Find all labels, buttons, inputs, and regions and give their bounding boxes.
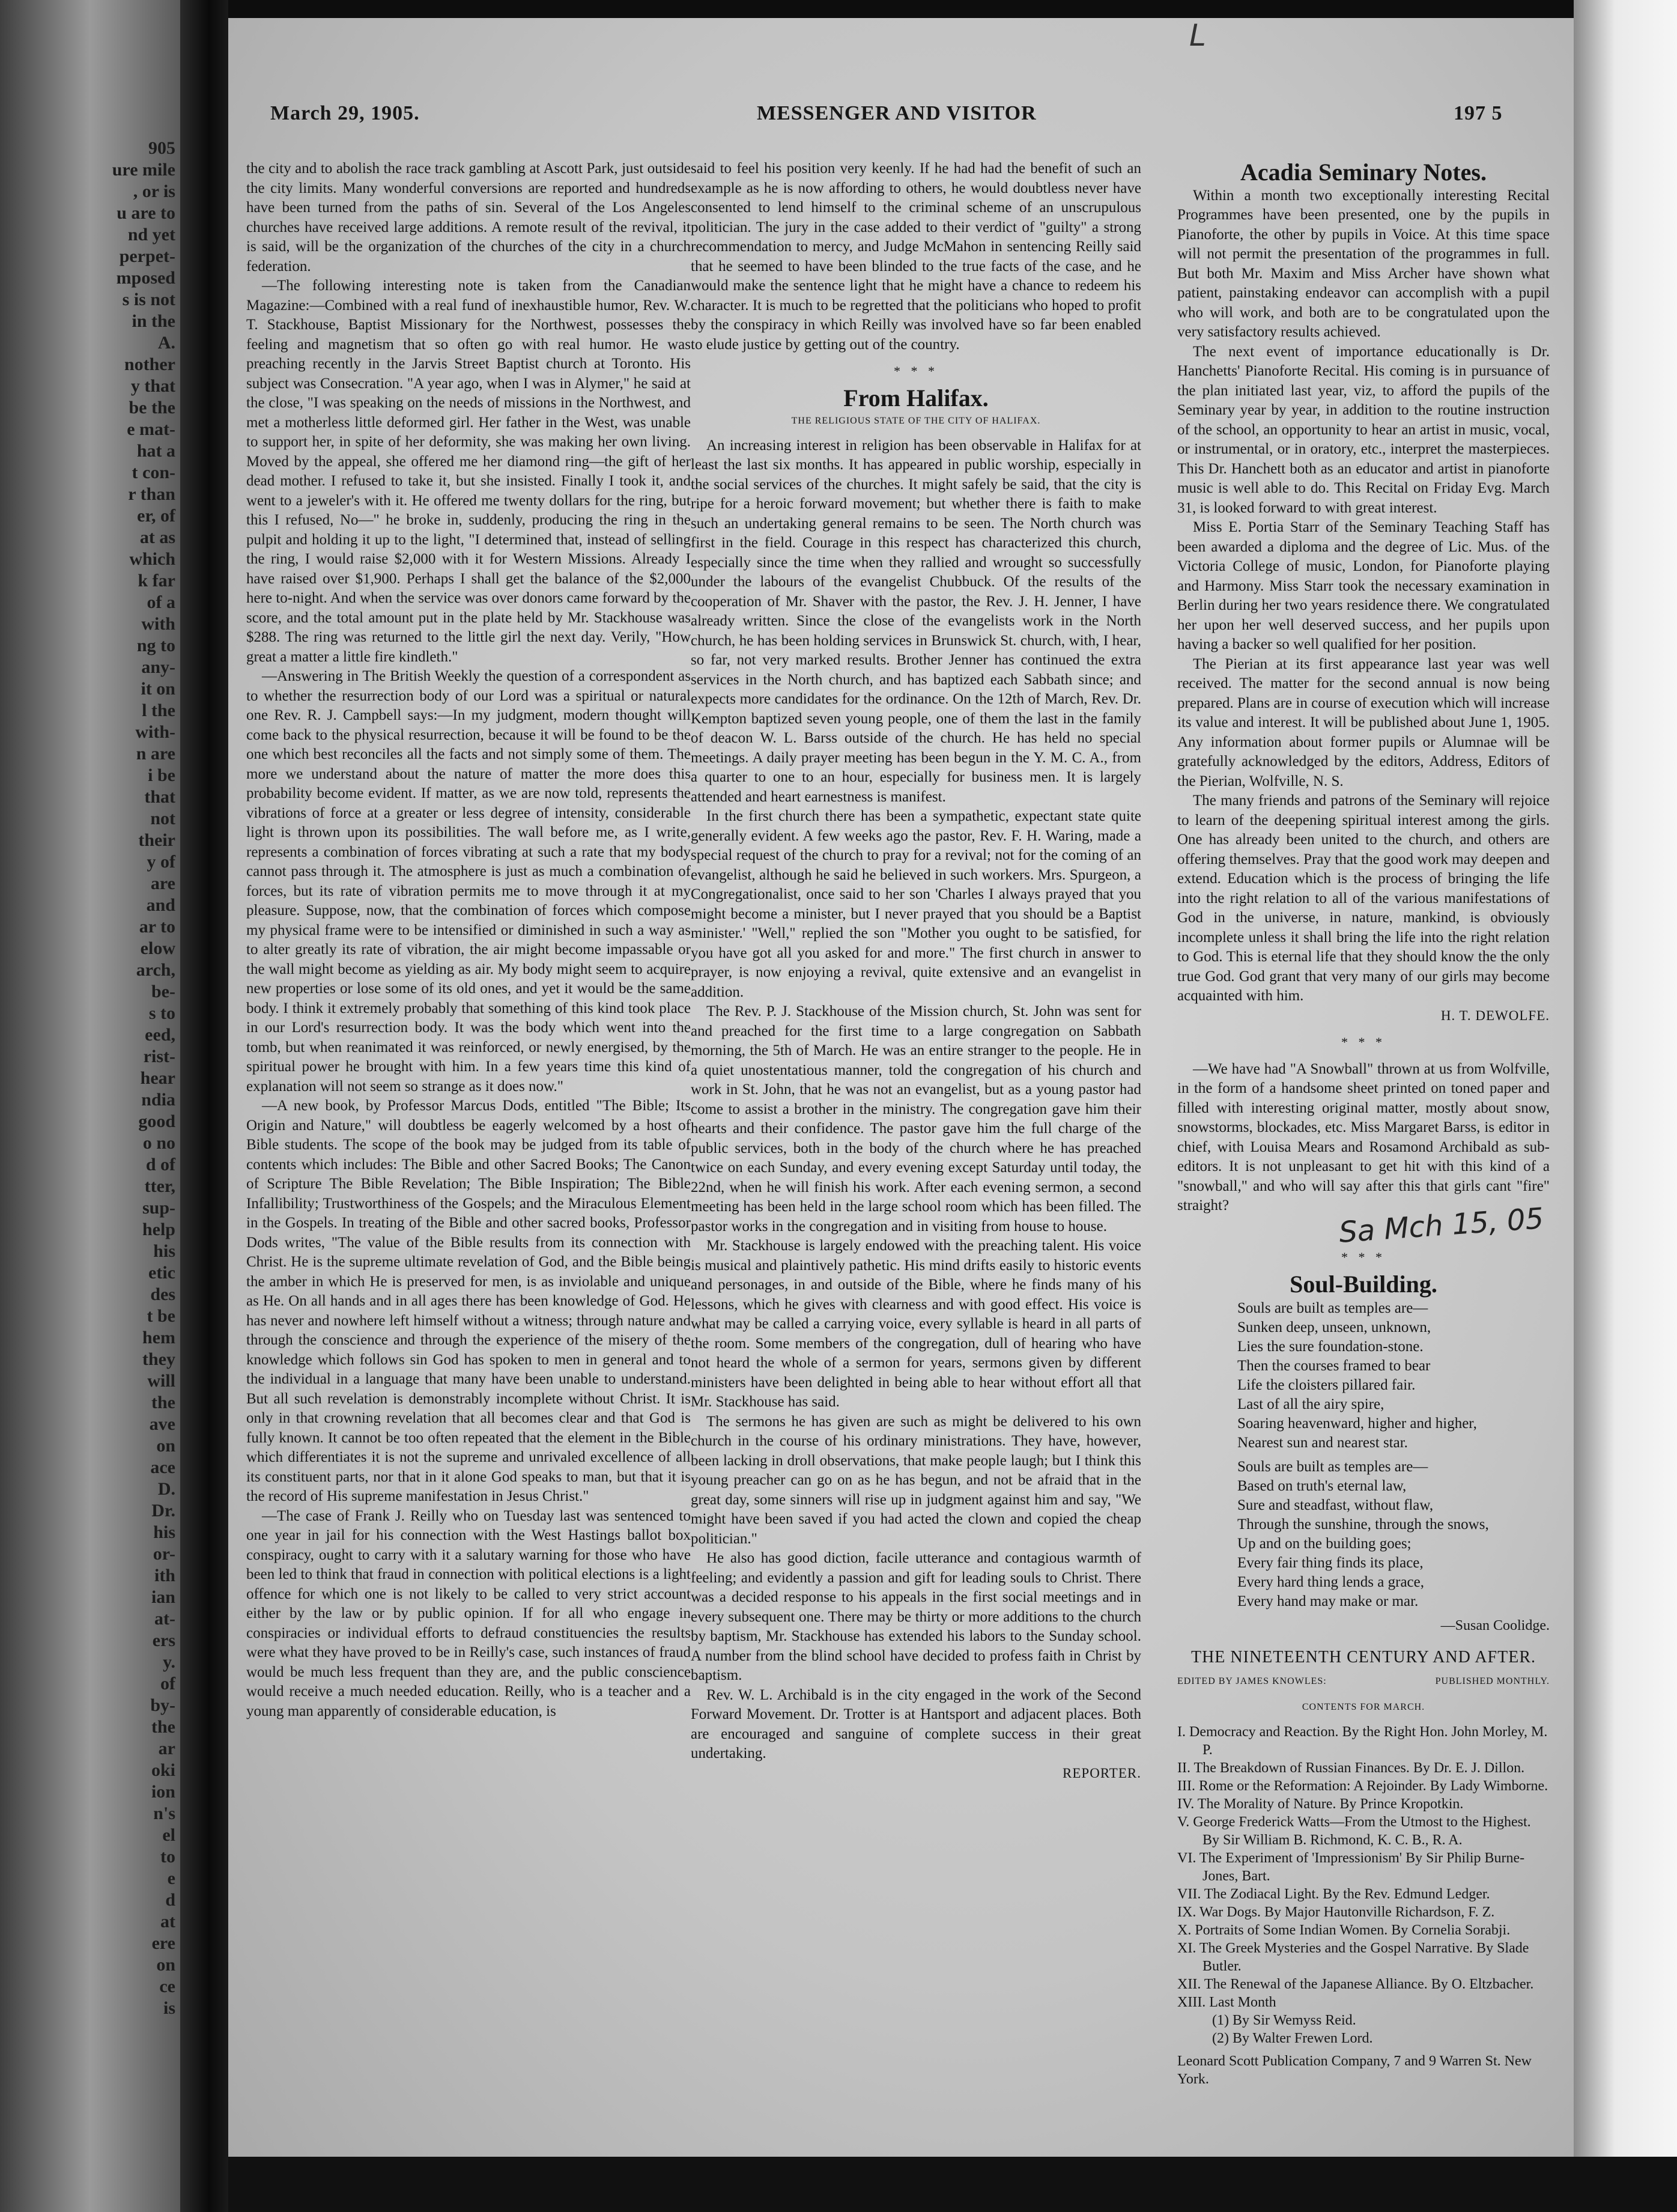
contents-item: (1) By Sir Wemyss Reid. <box>1212 2013 1356 2028</box>
article-paragraph: The Rev. P. J. Stackhouse of the Mission church, St. John was sent for and preached for the first time to a large congregation on Sabbath morning, the 5th of March. He was an entire stranger to the people. He in a quiet unostentatious manner, told the congregation of his church and work in St. John, that he was not an evangelist, but as a young pastor had come to assist a brother in the ministry. The congregation gave him their hearts and their confidence. The pastor gave him the full charge of the public services, both in the body of the church where he has preached twice on each Sunday, and every evening except Saturday until today, the 22nd, when he will finish his work. After each evening sermon, a second meeting has been held in the large school room which has been filled. The pastor works in the congregation and in visiting from house to house. <box>691 1003 1141 1235</box>
article-signature: REPORTER. <box>1063 1765 1141 1781</box>
contents-heading: CONTENTS FOR MARCH. <box>1302 1701 1425 1712</box>
poem-line: Up and on the building goes; <box>1237 1536 1412 1552</box>
previous-page-text: n's <box>153 1803 175 1823</box>
article-paragraph: —We have had "A Snowball" thrown at us from Wolfville, in the form of a handsome sheet printed on toned paper and filled with interesting original matter, mostly about snow, snowstorms, blockades, etc. Miss Margaret Barss, is editor in chief, with Louisa Mears and Rosamond Archibald as sub-editors. It is not unpleasant to get hit with this kind of a "snowball," and who will say after this that girls cant "fire" straight? <box>1177 1060 1550 1214</box>
previous-page-text: d of <box>145 1155 175 1174</box>
previous-page-text: ace <box>150 1457 175 1477</box>
previous-page-text: at- <box>154 1609 175 1629</box>
previous-page-text: the <box>151 1393 175 1412</box>
previous-page-text: s to <box>148 1003 175 1023</box>
publisher-line: Leonard Scott Publication Company, 7 and 9 Warren St. New York. <box>1177 2053 1532 2087</box>
contents-item: XII. The Renewal of the Japanese Alliance. By O. Eltzbacher. <box>1177 1977 1534 1992</box>
section-separator: * * * <box>894 363 938 378</box>
page-edge-shadow <box>1574 0 1677 2212</box>
previous-page-text: elow <box>140 938 175 958</box>
book-gutter <box>180 0 228 2212</box>
previous-page-text: sup- <box>142 1198 175 1218</box>
previous-page-text: which <box>129 549 175 569</box>
section-title-from-halifax: From Halifax. <box>843 384 989 412</box>
previous-page-text: des <box>150 1284 175 1304</box>
poem-line: Based on truth's eternal law, <box>1237 1478 1407 1494</box>
previous-page-text: ar <box>158 1739 175 1758</box>
previous-page-text: y that <box>130 376 175 396</box>
previous-page-text: nother <box>124 354 175 374</box>
article-paragraph: He also has good diction, facile utterance and contagious warmth of feeling; and evidently a passion and gift for leading souls to Christ. There was a decided response to his appeals in the first social meetings and in every subsequent one. There may be thirty or more additions to the church by baptism, Mr. Stackhouse has extended his labors to the Sunday school. A number from the blind school have decided to profess faith in Christ by baptism. <box>691 1550 1141 1683</box>
previous-page-text: D. <box>157 1479 175 1499</box>
article-paragraph: The Pierian at its first appearance last year was well received. The matter for the second annual is now being prepared. Plans are in course of execution which will increase its value and interest. It will be published about June 1, 1905. Any information about former pupils or Alumnae will be gratefully acknowledged by the editors, Address, Editors of the Pierian, Wolfville, N. S. <box>1177 655 1550 789</box>
previous-page-text: o no <box>142 1133 175 1153</box>
previous-page-text: not <box>150 809 175 828</box>
previous-page-text: el <box>162 1825 175 1845</box>
poem-line: Life the cloisters pillared fair. <box>1237 1377 1416 1393</box>
previous-page-text: ion <box>151 1782 175 1802</box>
article-paragraph: —The following interesting note is taken from the Canadian Magazine:—Combined with a real fund of inexhaustible humor, Rev. W. T. Stackhouse, Baptist Missionary for the Northwest, possesses the feeling and magnetism that so often go with real humor. He was preaching recently in the Jarvis Street Baptist church at Toronto. His subject was Consecration. "A year ago, when I was in Alymer," he said at the close, "I was speaking on the needs of missions in the Northwest, and met a motherless little deformed girl. Her father in the West, was unable to support her, in spite of her deformity, she was making her own living. Moved by the appeal, she offered me her diamond ring—the gift of her dead mother. I refused to take it, but she insisted. Finally I took it, and went to a jeweler's with it. He offered me twenty dollars for the ring, but this I refused, No—" he broke in, suddenly, producing the ring in the pulpit and holding it up to the light, "I determined that, instead of selling the ring, I would raise $2,000 with it for Western Missions. Already I have raised over $1,900. Perhaps I shall get the balance of the $2,000 here to-night. And when the service was over donors came forward by the score, and the total amount put in the plate held by Mr. Stackhouse was $288. The ring was returned to the little girl the next day. Verily, "How great a matter a little fire kindleth." <box>246 278 691 665</box>
previous-page-text: it on <box>141 679 175 699</box>
article-paragraph: —Answering in The British Weekly the question of a correspondent as to whether the resurrection body of our Lord was a spiritual or natural one Rev. R. J. Campbell says:—In my judgment, modern thought will come back to the physical resurrection, because it will be found to be the one which best reconciles all the facts and not simply some of them. The more we understand about the nature of matter the more does this probability become evident. If matter, as we are now told, represents the vibrations of force at a greater or less degree of intensity, considerable light is thrown upon its possibilities. The wall before me, as I write, represents a combination of forces vibrating at such a rate that my body cannot pass through it. The atmosphere is just as much a combination of forces, but its rate of vibration permits me to move through it at my pleasure. Suppose, now, that the combination of forces which compose my physical frame were to be intensified or diminished in such a way as to alter greatly its rate of vibration, the air might become impassable or the wall might become as yielding as air. My body might seem to acquire new properties or lose some of its old ones, and yet it would be the same body. I think it extremely probably that something of this kind took place in our Lord's resurrection body. It was the body which went into the tomb, but when reanimated it was reinforced, or newly energised, by the spiritual power he brought with him. In a few years time this kind of explanation will not seem so strange as it does now." <box>246 668 691 1095</box>
article-paragraph: The next event of importance educationally is Dr. Hanchetts' Pianoforte Recital. His coming is in pursuance of the plan initiated last year, viz, to afford the pupils of the Seminary year by year, in addition to the routine instruction of the school, an opportunity to hear an artist in music, vocal, or instrumental, or in oratory, etc., interpret the masterpieces. This Dr. Hanchett both as an educator and artist in pianoforte music is well able to do. This Recital on Friday Evg. March 31, is looked forward to with great interest. <box>1177 343 1550 516</box>
previous-page-text: t con- <box>132 463 175 482</box>
previous-page-text: u are to <box>117 203 175 223</box>
previous-page-text: his <box>153 1241 175 1261</box>
poem-line: Soaring heavenward, higher and higher, <box>1237 1415 1477 1432</box>
poem-line: Every hard thing lends a grace, <box>1237 1574 1424 1590</box>
article-paragraph: The many friends and patrons of the Seminary will rejoice to learn of the deepening spiritual interest among the girls. One has already been united to the church, and others are offering themselves. Pray that the good work may deepen and extend. Education which is the process of bringing the life into the right relation to all of the various manifestations of God in the universe, in nature, mankind, is obviously incomplete unless it shall bring the life into the right relation to God. This is eternal life that they should know the the only true God. God grant that very many of our girls may become acquainted with him. <box>1177 792 1550 1004</box>
previous-page-text: they <box>142 1349 175 1369</box>
previous-page-text: A. <box>157 333 175 353</box>
previous-page-text: e mat- <box>127 419 175 439</box>
article-paragraph: —The case of Frank J. Reilly who on Tuesday last was sentenced to one year in jail for his connection with the West Hastings ballot box conspiracy, ought to carry with it a salutary warning for those who have been led to think that fraud in connection with political elections is a light offence for which one is not likely to be called to very strict account either by the law or by public opinion. If for all who engage in conspiracies or individual efforts to defraud constituencies the results were what they have proved to be in Reilly's case, such instances of fraud would be much less frequent than they are, and the public conscience would receive a much needed education. Reilly, who is a teacher and a young man apparently of considerable education, is <box>246 1507 691 1719</box>
section-separator: * * * <box>1341 1035 1386 1050</box>
contents-item: V. George Frederick Watts—From the Utmost to the Highest. By Sir William B. Richmond, K. C. B., R. A. <box>1177 1814 1531 1848</box>
contents-item: II. The Breakdown of Russian Finances. By Dr. E. J. Dillon. <box>1177 1760 1525 1776</box>
previous-page-text: be the <box>129 398 175 418</box>
previous-page-text: is <box>163 1998 175 2018</box>
previous-page-text: the <box>151 1717 175 1737</box>
contents-item: XI. The Greek Mysteries and the Gospel Narrative. By Slade Butler. <box>1177 1940 1529 1974</box>
previous-page-text: mposed <box>116 268 175 288</box>
previous-page-text: ian <box>151 1587 175 1607</box>
poem-stanza <box>1177 1457 1550 1611</box>
contents-item: XIII. Last Month <box>1177 1995 1276 2010</box>
contents-item: VI. The Experiment of 'Impressionism' By Sir Philip Burne-Jones, Bart. <box>1177 1850 1525 1884</box>
bottom-shadow <box>228 2157 1677 2212</box>
previous-page-text: y of <box>147 852 175 872</box>
previous-page-text: nd yet <box>127 225 175 245</box>
previous-page-text: r than <box>128 484 175 504</box>
previous-page-text: e <box>167 1868 175 1888</box>
previous-page-text: i be <box>148 765 175 785</box>
previous-page-text: ndia <box>141 1090 175 1110</box>
magazine-editor: EDITED BY JAMES KNOWLES: <box>1177 1676 1327 1686</box>
handwritten-annotation-wrap <box>1177 1201 1550 1250</box>
article-paragraph: Within a month two exceptionally interesting Recital Programmes have been presented, one by the pupils in Pianoforte, the other by pupils in Voice. At this time space will not permit the presentation of the programmes in full. But both Mr. Maxim and Miss Archer have shown what patient, painstaking endeavor can accomplish with a pupil who will work, and both are to be congratulated upon the very satisfactory results achieved. <box>1177 187 1550 340</box>
poem-line: Souls are built as temples are— <box>1237 1459 1428 1475</box>
previous-page-text: of <box>160 1674 175 1694</box>
poem-line: Sure and steadfast, without flaw, <box>1237 1497 1434 1513</box>
poem-line: Last of all the airy spire, <box>1237 1396 1384 1412</box>
previous-page-text: tter, <box>144 1176 175 1196</box>
article-paragraph: The sermons he has given are such as might be delivered to his own church in the course of his ordinary ministrations. They have, however, been lacking in droll observations, that make people laugh; but I think this young preacher can go on as he has begun, and not be afraid that in the great day, some sinners will rise up in judgment against him and say, "We might have been saved if you had acted the clown and copied the cheap politician." <box>691 1413 1141 1547</box>
contents-item: I. Democracy and Reaction. By the Right Hon. John Morley, M. P. <box>1177 1724 1548 1758</box>
previous-page-text: hear <box>140 1068 175 1088</box>
poem-line: Souls are built as temples are— <box>1237 1300 1428 1316</box>
poem-stanza <box>1177 1299 1550 1453</box>
previous-page-text: to <box>160 1847 175 1867</box>
header-paper-name: MESSENGER AND VISITOR <box>757 102 1037 124</box>
previous-page-text: at <box>160 1912 175 1931</box>
header-page-number: 197 5 <box>1454 102 1503 124</box>
previous-page-text: ith <box>154 1566 175 1585</box>
previous-page-text: er, of <box>137 506 175 526</box>
previous-page-text: on <box>156 1955 175 1975</box>
previous-page-text: l the <box>142 700 175 720</box>
article-paragraph: Mr. Stackhouse is largely endowed with the preaching talent. His voice is musical and plaintively pathetic. His mind drifts easily to historic events and personages, in and outside of the Bible, where he finds many of his lessons, which he gives with clearness and with good effect. His voice is what may be called a carrying voice, every syllable is heard in all parts of the room. Some members of the congregation, dull of hearing who have not heard the whole of a sermon for years, sermons given by different ministers have been delighted in being able to hear without effort all that Mr. Stackhouse has said. <box>691 1238 1141 1410</box>
contents-item: X. Portraits of Some Indian Women. By Cornelia Sorabji. <box>1177 1922 1511 1938</box>
previous-page-text: their <box>138 830 175 850</box>
previous-page-text: are <box>150 874 175 893</box>
contents-item: VII. The Zodiacal Light. By the Rev. Edmund Ledger. <box>1177 1886 1490 1902</box>
previous-page-text: ar to <box>139 917 175 937</box>
previous-page-text: 905 <box>148 138 175 158</box>
contents-item: (2) By Walter Frewen Lord. <box>1212 2031 1373 2046</box>
previous-page-text: y. <box>163 1652 175 1672</box>
previous-page-text: be- <box>151 982 175 1001</box>
poem-author: —Susan Coolidge. <box>1440 1618 1550 1633</box>
previous-page-text: at as <box>139 527 175 547</box>
previous-page-text: will <box>147 1371 175 1391</box>
previous-page-text: of a <box>147 592 175 612</box>
poem-line: Every fair thing finds its place, <box>1237 1555 1424 1571</box>
section-title-acadia-seminary: Acadia Seminary Notes. <box>1240 159 1487 186</box>
previous-page-text: ce <box>159 1977 175 1996</box>
poem-line: Through the sunshine, through the snows, <box>1237 1516 1489 1533</box>
contents-list <box>1177 1723 1550 2047</box>
poem-line: Lies the sure foundation-stone. <box>1237 1338 1424 1355</box>
section-subtitle: THE RELIGIOUS STATE OF THE CITY OF HALIFAX. <box>791 416 1041 426</box>
previous-page-text: with- <box>135 722 175 742</box>
magazine-frequency: PUBLISHED MONTHLY. <box>1435 1676 1550 1686</box>
previous-page-text: ers <box>152 1630 175 1650</box>
magazine-title: THE NINETEENTH CENTURY AND AFTER. <box>1190 1647 1536 1667</box>
poem-line: Nearest sun and nearest star. <box>1237 1435 1408 1451</box>
previous-page-text: in the <box>132 311 175 331</box>
article-paragraph: An increasing interest in religion has been observable in Halifax for at least the last six months. It has appeared in public worship, especially in the social services of the churches. It might safely be said, that the city is ripe for a heroic forward movement; but whether there is faith to make such an undertaking general remains to be seen. The North church was first in the field. Courage in this respect has characterized this church, especially since the time when they rallied and wrought so successfully under the labours of the evangelist Chubbuck. Of the results of the cooperation of Mr. Shaver with the pastor, the Rev. J. H. Jenner, I have already written. Since the close of the evangelists work in the North church, he has been holding services in Brunswick St. church, with, I hear, so far, not very marked results. Brother Jenner has continued the extra services in the North church, and has baptized each Sabbath since; and expects more candidates for the ordinance. On the 12th of March, Rev. Dr. Kempton baptized seven young people, one of them the last in the family of deacon W. L. Barss outside of the church. He has held no special meetings. A daily prayer meeting has been begun in the Y. M. C. A., from a quarter to one to an hour, especially for business men. It is largely attended and heart earnestness is manifest. <box>691 437 1141 805</box>
previous-page-text: that <box>144 787 175 807</box>
article-paragraph: said to feel his position very keenly. If he had had the benefit of such an example as he is now affording to others, he would doubtless never have consented to lend himself to the criminal scheme of an unscrupulous politician. The jury in the case added to their verdict of "guilty" a strong recommendation to mercy, and Judge McMahon in sentencing Reilly said that he seemed to have been blinded to the true facts of the case, and he would make the sentence light that he might have a chance to redeem his character. It is much to be regretted that the politicians who hoped to profit by the conspiracy in which Reilly was involved have so far been enabled to elude justice by getting out of the country. <box>691 160 1141 353</box>
previous-page-text: with <box>141 614 175 634</box>
previous-page-text: ere <box>151 1933 175 1953</box>
previous-page-text: and <box>146 895 175 915</box>
article-paragraph: —A new book, by Professor Marcus Dods, entitled "The Bible; Its Origin and Nature," will doubtless be eagerly welcomed by a host of Bible students. The scope of the book may be judged from its table of contents which includes: The Bible and other Sacred Books; The Canon of Scripture The Bible Revelation; The Bible Inspiration; The Bible Infallibility; Trustworthiness of the Gospels; and the Miraculous Element in the Gospels. In treating of the Bible and other sacred books, Professor Dods writes, "The value of the Bible results from its connection with Christ. He is the supreme ultimate revelation of God, and the Bible being the amber in which He is preserved for men, is as inviolable and unique as He. On all hands and in all ages there has been knowledge of God. He has never and nowhere left himself without a witness; through nature and through the conscience and through the experience of the misery of the knowledge which follows sin God has spoken to men in general and to the individual in a language that many have been unable to understand. But all such revelation is demonstrably incomplete without Christ. It is only in that crowning revelation that all becomes clear and that God is fully known. It cannot be too often repeated that the element in the Bible which differentiates it is not the supreme and unrivaled excellence of all its constituent parts, nor that in it alone God speaks to man, but that it is the record of His supreme manifestation in Jesus Christ." <box>246 1098 691 1504</box>
previous-page-text: k far <box>138 571 175 591</box>
previous-page-text: perpet- <box>119 246 175 266</box>
previous-page-text: ng to <box>136 636 175 655</box>
article-paragraph: the city and to abolish the race track gambling at Ascott Park, just outside the city limits. Many wonderful conversions are reported and hundreds have been turned from the paths of sin. Several of the Los Angeles churches have received large additions. A remote result of the revival, it is said, will be the organization of the churches of the city in a church federation. <box>246 160 691 275</box>
contents-item: III. Rome or the Reformation: A Rejoinder. By Lady Wimborne. <box>1177 1778 1548 1794</box>
previous-page-fragment <box>0 0 180 2212</box>
poem-line: Then the courses framed to bear <box>1237 1358 1431 1374</box>
newspaper-page <box>228 18 1574 2157</box>
magazine-credit-line <box>1177 1672 1550 1692</box>
contents-item: IX. War Dogs. By Major Hautonville Richardson, F. Z. <box>1177 1904 1495 1920</box>
handwritten-mark: L <box>1189 18 1206 53</box>
previous-page-text: hem <box>142 1328 175 1348</box>
contents-item: IV. The Morality of Nature. By Prince Kropotkin. <box>1177 1796 1464 1812</box>
poem-title: Soul-Building. <box>1290 1270 1437 1298</box>
article-signature: H. T. DEWOLFE. <box>1440 1007 1550 1023</box>
previous-page-text: any- <box>141 657 175 677</box>
previous-page-text: eed, <box>145 1025 175 1045</box>
section-separator: * * * <box>1341 1250 1386 1265</box>
article-paragraph: Miss E. Portia Starr of the Seminary Teaching Staff has been awarded a diploma and the degree of Lic. Mus. of the Victoria College of music, London, for Pianoforte playing and Harmony. Miss Starr took the necessary examination in Berlin during her two years residence there. We congratulated her upon her well deserved success, and her pupils upon having a backer so well qualified for her position. <box>1177 519 1550 652</box>
previous-page-text: d <box>165 1890 175 1910</box>
previous-page-text: arch, <box>136 960 175 980</box>
previous-page-text: etic <box>148 1263 175 1283</box>
page-header <box>228 102 1574 138</box>
previous-page-text: or- <box>153 1544 175 1564</box>
previous-page-text: by- <box>150 1695 175 1715</box>
column-2 <box>691 159 1141 1783</box>
poem-line: Sunken deep, unseen, unknown, <box>1237 1319 1431 1335</box>
previous-page-text: hat a <box>136 441 175 461</box>
column-1 <box>246 159 691 1721</box>
previous-page-text: t be <box>147 1306 175 1326</box>
header-date: March 29, 1905. <box>270 102 420 124</box>
handwritten-date: Sa Mch 15, 05 <box>1338 1201 1545 1250</box>
article-paragraph: In the first church there has been a sympathetic, expectant state quite generally evident. A few weeks ago the pastor, Rev. F. H. Waring, made a special request of the church to pray for a revival; not for the coming of an evangelist, although he said he believed in such workers. Mrs. Spurgeon, a Congregationalist, once said to her son 'Charles I always prayed that you might become a minister, but I never prayed that you should be a Baptist minister.' "Well," replied the son "Mother you ought to be satisfied, for you have got all you asked for and more." The first church in answer to prayer, is now enjoying a revival, quite extensive and an evangelist in addition. <box>691 808 1141 1000</box>
previous-page-text: Dr. <box>151 1501 175 1521</box>
previous-page-text: , or is <box>133 181 175 201</box>
previous-page-text: his <box>153 1522 175 1542</box>
previous-page-text: good <box>138 1111 175 1131</box>
previous-page-text: ave <box>149 1414 175 1434</box>
column-3 <box>1177 159 1550 2088</box>
previous-page-text: oki <box>151 1760 175 1780</box>
previous-page-text: ure mile <box>112 160 175 180</box>
previous-page-text: help <box>142 1220 175 1239</box>
article-paragraph: Rev. W. L. Archibald is in the city engaged in the work of the Second Forward Movement. Dr. Trotter is at Hantsport and adjacent places. Both are encouraged and sanguine of complete success in their great undertaking. <box>691 1686 1141 1761</box>
previous-page-text: s is not <box>122 290 175 309</box>
previous-page-text: rist- <box>143 1047 175 1066</box>
poem-line: Every hand may make or mar. <box>1237 1593 1419 1609</box>
previous-page-text: n are <box>136 744 175 764</box>
previous-page-text: on <box>156 1436 175 1456</box>
